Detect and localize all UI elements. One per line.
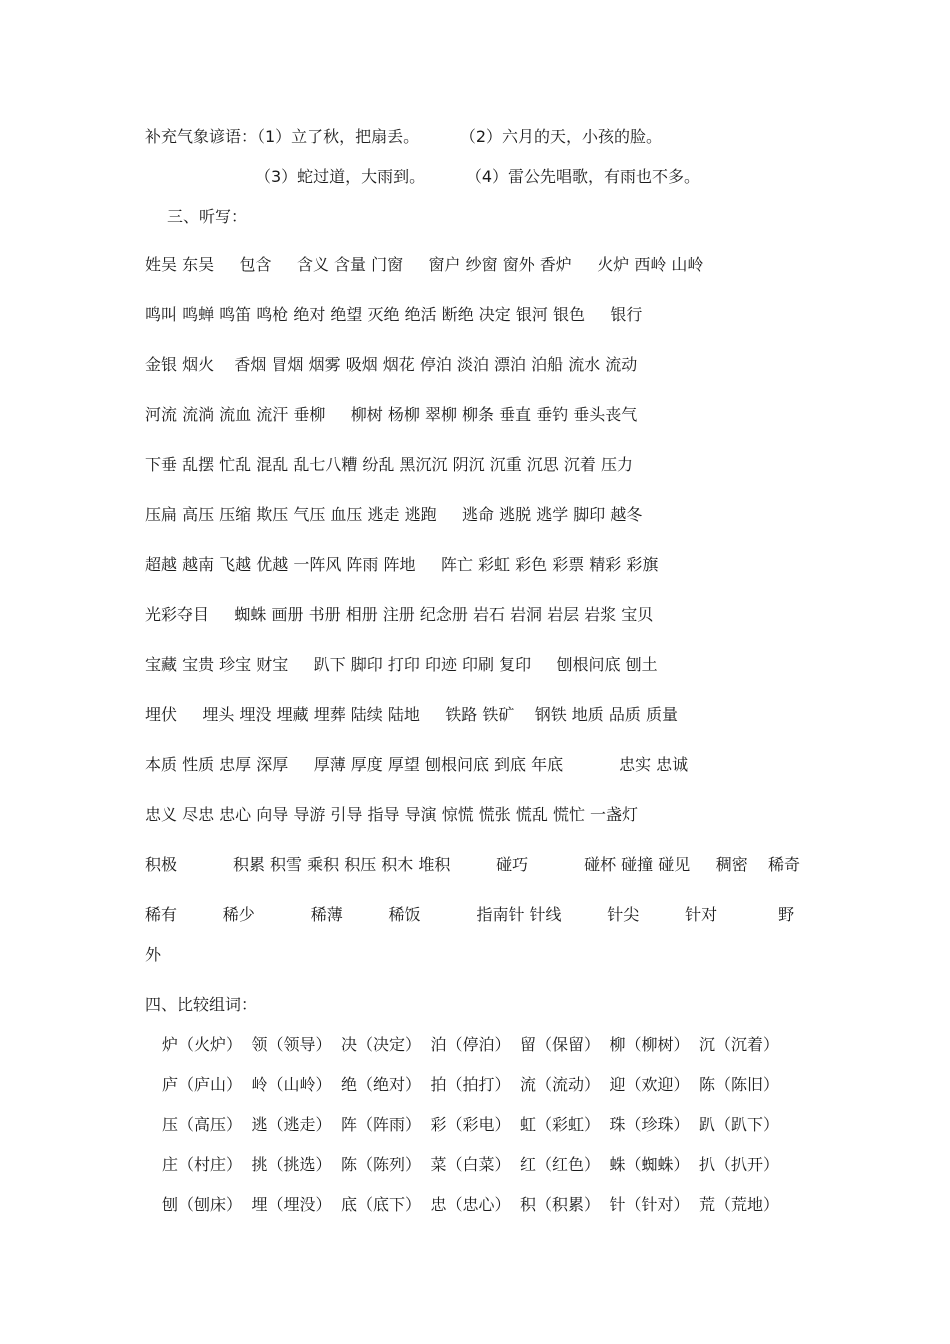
comparison-item: 岭（山岭） [251,1075,332,1094]
proverb-line-1: 补充气象谚语：（1）立了秋，把扇丢。 （2）六月的天，小孩的脸。 [145,127,663,146]
comparison-item: 蛛（蜘蛛） [609,1155,690,1174]
comparison-item: 庄（村庄） [162,1155,243,1174]
comparison-item: 留（保留） [520,1035,601,1054]
comparison-item: 阵（阵雨） [341,1115,422,1134]
dictation-line: 下垂 乱摆 忙乱 混乱 乱七八糟 纷乱 黑沉沉 阴沉 沉重 沉思 沉着 压力 [145,455,633,474]
comparison-item: 陈（陈旧） [699,1075,780,1094]
comparison-item: 炉（火炉） [162,1035,243,1054]
dictation-line: 积极 积累 积雪 乘积 积压 积木 堆积 碰巧 碰杯 碰撞 碰见 稠密 稀奇 [145,855,801,874]
comparison-item: 流（流动） [520,1075,601,1094]
section-heading-comparison: 四、比较组词： [145,995,258,1014]
comparison-row [162,1193,789,1217]
comparison-row [162,1153,789,1177]
dictation-line: 外 [145,945,162,964]
dictation-line: 鸣叫 鸣蝉 鸣笛 鸣枪 绝对 绝望 灭绝 绝活 断绝 决定 银河 银色 银行 [145,305,643,324]
comparison-item: 埋（埋没） [251,1195,332,1214]
comparison-item: 针（针对） [609,1195,690,1214]
comparison-item: 柳（柳树） [609,1035,690,1054]
comparison-item: 逃（逃走） [251,1115,332,1134]
comparison-item: 刨（刨床） [162,1195,243,1214]
comparison-item: 红（红色） [520,1155,601,1174]
dictation-line: 宝藏 宝贵 珍宝 财宝 趴下 脚印 打印 印迹 印刷 复印 刨根问底 刨土 [145,655,658,674]
comparison-item: 压（高压） [162,1115,243,1134]
section-heading-dictation: 三、听写： [167,207,248,226]
comparison-item: 忠（忠心） [430,1195,511,1214]
comparison-item: 陈（陈列） [341,1155,422,1174]
comparison-item: 积（积累） [520,1195,601,1214]
dictation-line: 姓吴 东吴 包含 含义 含量 门窗 窗户 纱窗 窗外 香炉 火炉 西岭 山岭 [145,255,704,274]
comparison-row [162,1033,789,1057]
dictation-line: 光彩夺目 蜘蛛 画册 书册 相册 注册 纪念册 岩石 岩洞 岩层 岩浆 宝贝 [145,605,654,624]
comparison-item: 虹（彩虹） [520,1115,601,1134]
dictation-line: 稀有 稀少 稀薄 稀饭 指南针 针线 针尖 针对 野 [145,905,795,924]
comparison-item: 珠（珍珠） [609,1115,690,1134]
dictation-line: 埋伏 埋头 埋没 埋藏 埋葬 陆续 陆地 铁路 铁矿 钢铁 地质 品质 质量 [145,705,678,724]
dictation-line: 忠义 尽忠 忠心 向导 导游 引导 指导 导演 惊慌 慌张 慌乱 慌忙 一盏灯 [145,805,639,824]
comparison-item: 挑（挑选） [251,1155,332,1174]
dictation-line: 压扁 高压 压缩 欺压 气压 血压 逃走 逃跑 逃命 逃脱 逃学 脚印 越冬 [145,505,643,524]
comparison-item: 泊（停泊） [430,1035,511,1054]
dictation-line: 金银 烟火 香烟 冒烟 烟雾 吸烟 烟花 停泊 淡泊 漂泊 泊船 流水 流动 [145,355,638,374]
comparison-item: 领（领导） [251,1035,332,1054]
comparison-item: 菜（白菜） [430,1155,511,1174]
comparison-item: 拍（拍打） [430,1075,511,1094]
comparison-item: 沉（沉着） [699,1035,780,1054]
comparison-item: 彩（彩电） [430,1115,511,1134]
comparison-item: 绝（绝对） [341,1075,422,1094]
comparison-item: 底（底下） [341,1195,422,1214]
dictation-line: 本质 性质 忠厚 深厚 厚薄 厚度 厚望 刨根问底 到底 年底 忠实 忠诚 [145,755,689,774]
comparison-item: 扒（扒开） [699,1155,780,1174]
proverb-line-2: （3）蛇过道，大雨到。 （4）雷公先唱歌，有雨也不多。 [255,167,701,186]
comparison-row [162,1113,789,1137]
dictation-line: 超越 越南 飞越 优越 一阵风 阵雨 阵地 阵亡 彩虹 彩色 彩票 精彩 彩旗 [145,555,659,574]
comparison-item: 庐（庐山） [162,1075,243,1094]
comparison-item: 荒（荒地） [699,1195,780,1214]
dictation-line: 河流 流淌 流血 流汗 垂柳 柳树 杨柳 翠柳 柳条 垂直 垂钓 垂头丧气 [145,405,638,424]
comparison-row [162,1073,789,1097]
comparison-item: 趴（趴下） [699,1115,780,1134]
comparison-item: 决（决定） [341,1035,422,1054]
comparison-item: 迎（欢迎） [609,1075,690,1094]
